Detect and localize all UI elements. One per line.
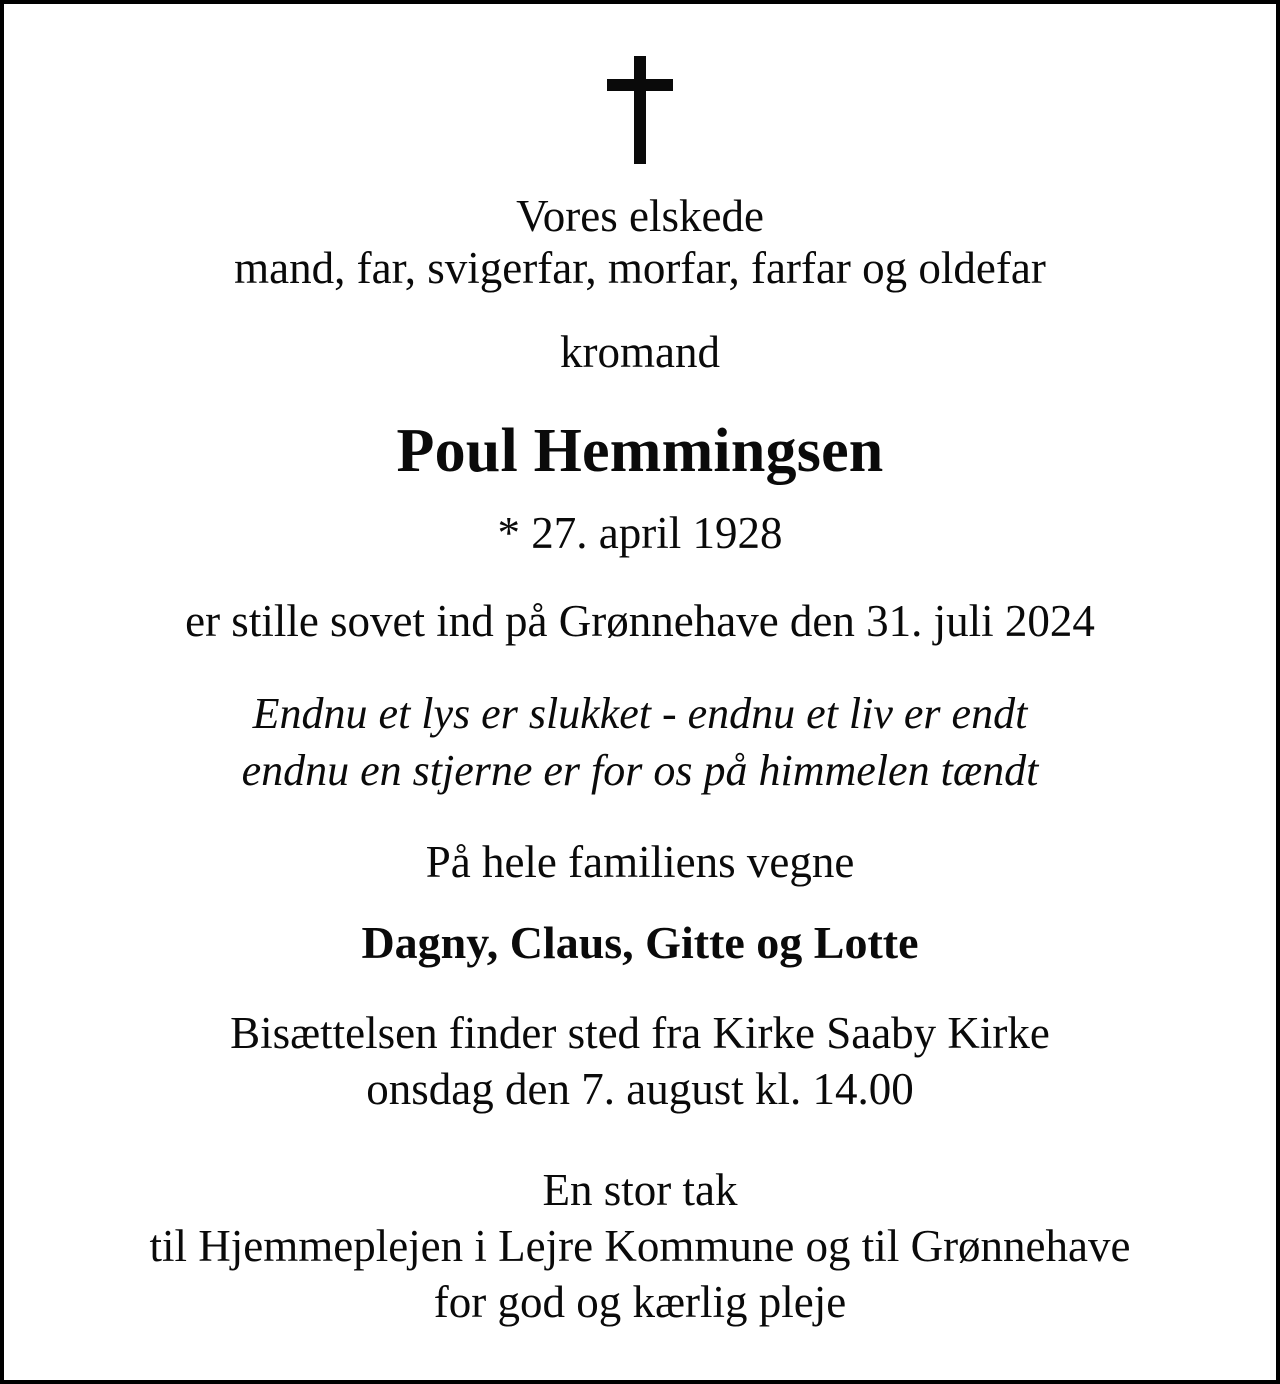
service-location-line: Bisættelsen finder sted fra Kirke Saaby Kirke	[230, 1008, 1050, 1059]
deceased-name: Poul Hemmingsen	[396, 416, 884, 485]
obituary-notice-card	[4, 4, 1276, 1380]
birth-date: * 27. april 1928	[497, 507, 783, 558]
survivors-names: Dagny, Claus, Gitte og Lotte	[361, 916, 919, 968]
verse-line-1: Endnu et lys er slukket - endnu et liv er endt	[252, 689, 1028, 739]
memorial-verse	[4, 685, 1276, 799]
intro-line-2: mand, far, svigerfar, morfar, farfar og oldefar	[234, 243, 1046, 294]
thanks-message	[4, 1162, 1276, 1331]
intro-text	[4, 190, 1276, 294]
service-datetime-line: onsdag den 7. august kl. 14.00	[366, 1064, 914, 1115]
thanks-line-3: for god og kærlig pleje	[433, 1277, 847, 1328]
on-behalf-text: På hele familiens vegne	[425, 836, 855, 887]
thanks-line-1: En stor tak	[542, 1164, 738, 1215]
thanks-line-2: til Hjemmeplejen i Lejre Kommune og til Grønnehave	[149, 1220, 1131, 1271]
verse-line-2: endnu en stjerne er for os på himmelen tændt	[241, 746, 1039, 796]
occupation-title: kromand	[560, 327, 720, 378]
death-statement: er stille sovet ind på Grønnehave den 31. juli 2024	[185, 595, 1095, 646]
funeral-service-details	[4, 1005, 1276, 1118]
intro-line-1: Vores elskede	[516, 191, 764, 241]
latin-cross-icon	[607, 56, 673, 164]
